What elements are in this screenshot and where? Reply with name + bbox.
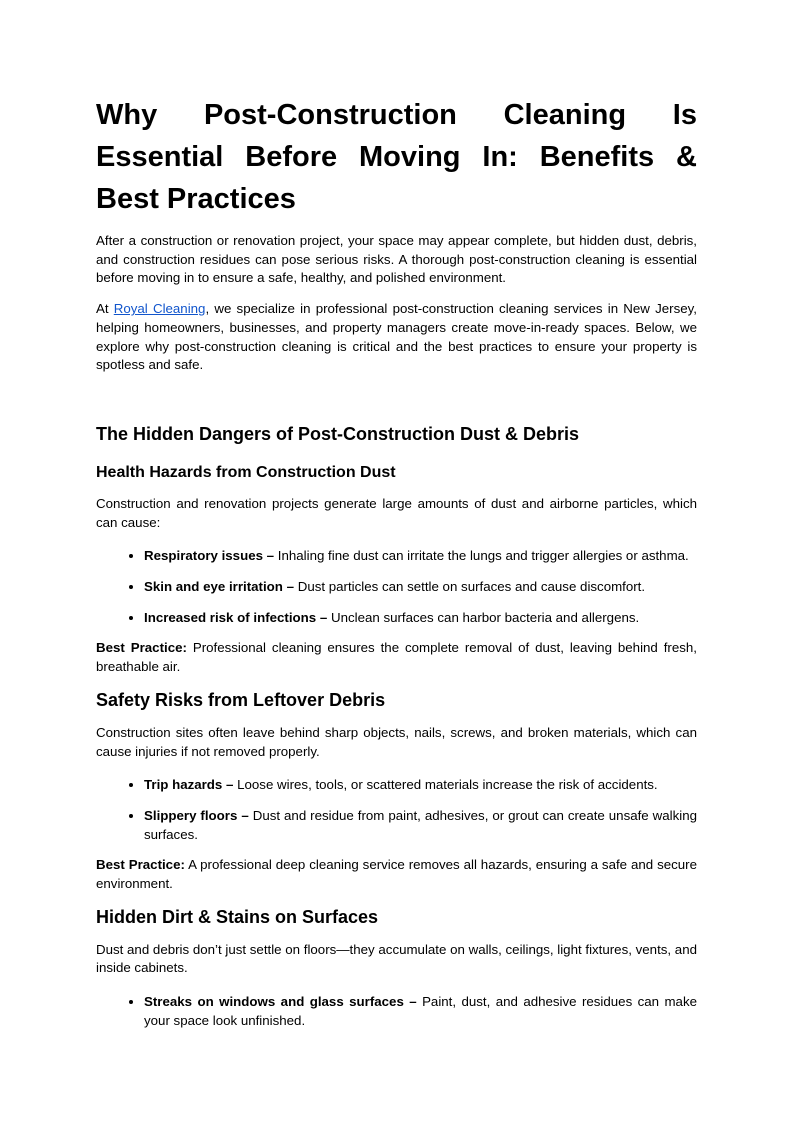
paragraph-best-practice-2 bbox=[96, 856, 697, 893]
royal-cleaning-link[interactable]: Royal Cleaning bbox=[113, 301, 206, 317]
best-practice-label: Best Practice: bbox=[96, 640, 187, 656]
page-title: Why Post-Construction Cleaning Is Essential Before Moving In: Benefits & Best Practices bbox=[96, 99, 697, 215]
paragraph-hidden-dirt-intro: Dust and debris don’t just settle on floors—they accumulate on walls, ceilings, light fixtures, vents, and inside cabinets. bbox=[96, 941, 697, 976]
bullet-text: Inhaling fine dust can irritate the lungs and trigger allergies or asthma. bbox=[274, 548, 689, 564]
best-practice-text: Professional cleaning ensures the complete removal of dust, leaving behind fresh, breathable air. bbox=[96, 640, 697, 675]
bullet-label: Trip hazards – bbox=[144, 777, 234, 793]
list-hidden-dirt bbox=[96, 993, 697, 1042]
paragraph-health-hazards-intro: Construction and renovation projects generate large amounts of dust and airborne particles, which can cause: bbox=[96, 495, 697, 530]
list-item bbox=[144, 578, 697, 597]
bullet-label: Respiratory issues – bbox=[144, 548, 275, 564]
list-item bbox=[144, 993, 697, 1030]
bullet-label: Increased risk of infections – bbox=[144, 609, 328, 625]
bullet-label: Streaks on windows and glass surfaces – bbox=[144, 994, 417, 1010]
paragraph-safety-risks-intro: Construction sites often leave behind sharp objects, nails, screws, and broken materials, which can cause injuries if not removed properly. bbox=[96, 724, 697, 759]
intro-paragraph-2 bbox=[96, 300, 697, 375]
bullet-label: Slippery floors – bbox=[144, 807, 249, 823]
list-item bbox=[144, 609, 697, 628]
best-practice-text: A professional deep cleaning service removes all hazards, ensuring a safe and secure environment. bbox=[96, 857, 697, 892]
best-practice-label: Best Practice: bbox=[96, 857, 185, 873]
heading-hidden-dangers: The Hidden Dangers of Post-Construction Dust & Debris bbox=[96, 423, 580, 444]
list-item bbox=[144, 776, 697, 795]
heading-safety-risks: Safety Risks from Leftover Debris bbox=[96, 689, 386, 710]
bullet-text: Dust particles can settle on surfaces and cause discomfort. bbox=[294, 579, 646, 595]
bullet-label: Skin and eye irritation – bbox=[144, 579, 295, 595]
paragraph-best-practice-1 bbox=[96, 639, 697, 676]
list-health-hazards bbox=[96, 547, 697, 639]
bullet-text: Paint, dust, and adhesive residues can make your space look unfinished. bbox=[144, 994, 697, 1028]
intro-p2-after-link: , we specialize in professional post-construction cleaning services in New Jersey, helping homeowners, businesses, and property managers create move-in-ready spaces. Below, we explore why post-construction cleaning is critical and the best practices to ensure your property is spotless and safe. bbox=[96, 301, 697, 373]
intro-p2-before-link: At bbox=[96, 301, 114, 317]
bullet-text: Unclean surfaces can harbor bacteria and allergens. bbox=[327, 609, 640, 625]
list-item bbox=[144, 547, 697, 566]
list-item bbox=[144, 807, 697, 844]
bullet-text: Dust and residue from paint, adhesives, or grout can create unsafe walking surfaces. bbox=[144, 807, 698, 842]
bullet-text: Loose wires, tools, or scattered materials increase the risk of accidents. bbox=[233, 777, 658, 793]
heading-hidden-dirt: Hidden Dirt & Stains on Surfaces bbox=[96, 906, 379, 927]
intro-paragraph-1: After a construction or renovation project, your space may appear complete, but hidden dust, debris, and construction residues can pose serious risks. A thorough post-construction cleaning is essential before moving in to ensure a safe, healthy, and polished environment. bbox=[96, 233, 697, 286]
list-safety-risks bbox=[96, 776, 697, 856]
heading-health-hazards: Health Hazards from Construction Dust bbox=[96, 463, 396, 481]
